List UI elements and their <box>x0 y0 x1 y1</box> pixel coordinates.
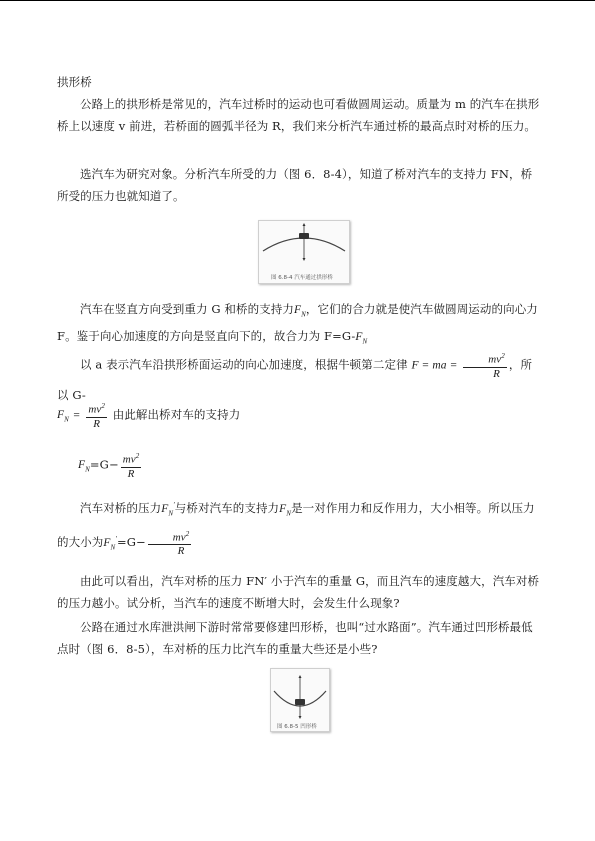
paragraph-object: 选汽车为研究对象。分析汽车所受的力（图 6．8-4），知道了桥对汽车的支持力 FN，桥所受的压力也就知道了。 <box>57 167 533 203</box>
symbol-FN: $F_N$ <box>355 331 368 346</box>
symbol-FN: $F_N$ <box>279 502 292 518</box>
symbol-FN-prime: $F_N'$ <box>103 535 117 552</box>
figure-caption: 图 6.8-5 凹形桥 <box>277 724 317 730</box>
equals-sign: = <box>72 409 81 422</box>
fraction-mv2-over-R: $\frac{mv^2}{R}$ <box>148 528 192 559</box>
equals-G: =G <box>89 457 109 472</box>
paragraph-concave: 公路在通过水库泄洪闸下游时常常要修建凹形桥，也叫“过水路面”。汽车通过凹形桥最低点时（图 6．8-5），车对桥的压力比汽车的重量大些还是小些? <box>57 620 533 656</box>
figure-convex-bridge <box>258 220 350 284</box>
minus-sign: − <box>135 534 146 549</box>
text-run: ，它们的合力就是使汽车做圆周运动的向心力 F。鉴于向心加速度的方向是竖直向下的，故合力为 F=G- <box>57 302 538 344</box>
symbol-FN: $F_N$ <box>78 459 90 474</box>
fraction-mv2-over-R: $\frac{mv^2}{R}$ <box>463 350 507 381</box>
paragraph-conclusion: 由此可以看出，汽车对桥的压力 FN′ 小于汽车的重量 G，而且汽车的速度越大，汽车对桥的压力越小。试分析，当汽车的速度不断增大时，会发生什么现象? <box>57 574 540 610</box>
equation-fn-result <box>78 450 564 484</box>
paragraph-reaction <box>57 492 543 560</box>
fraction-mv2-over-R: $\frac{mv^2}{R}$ <box>122 452 140 480</box>
equation-f-ma: F = ma = <box>411 359 458 372</box>
symbol-FN: $F_N$ <box>294 304 306 319</box>
figure-concave-bridge <box>270 668 330 732</box>
paragraph-solve <box>57 400 543 434</box>
minus-sign: − <box>108 457 119 472</box>
fraction-mv2-over-R: $\frac{mv^2}{R}$ <box>88 402 105 430</box>
text-run: 汽车在竖直方向受到重力 G 和桥的支持力 <box>80 302 294 316</box>
section-heading: 拱形桥 <box>57 75 92 89</box>
equals-G: =G <box>116 534 136 549</box>
text-run: 与桥对汽车的支持力 <box>174 500 280 515</box>
paragraph-intro: 公路上的拱形桥是常见的，汽车过桥时的运动也可看做圆周运动。质量为 m 的汽车在拱形桥上以速度 v 前进，若桥面的圆弧半径为 R，我们来分析汽车通过桥的最高点时对桥的压力。 <box>57 97 540 133</box>
text-run: 以 a 表示汽车沿拱形桥面运动的向心加速度，根据牛顿第二定律 <box>80 357 408 372</box>
text-run: 汽车对桥的压力 <box>80 500 162 515</box>
figure-caption: 图 6.8-4 汽车通过拱形桥 <box>271 275 333 281</box>
symbol-FN: $F_N$ <box>57 409 69 424</box>
text-run: ，所以 G- <box>57 357 533 402</box>
paragraph-forces <box>57 298 543 353</box>
symbol-FN-prime: $F_N'$ <box>161 501 175 518</box>
text-run: 是一对作用力和反作用力，大小相等。所以压力的大小为 <box>57 500 535 549</box>
text-run: 由此解出桥对车的支持力 <box>112 407 241 422</box>
page-top-rule <box>0 0 595 1</box>
